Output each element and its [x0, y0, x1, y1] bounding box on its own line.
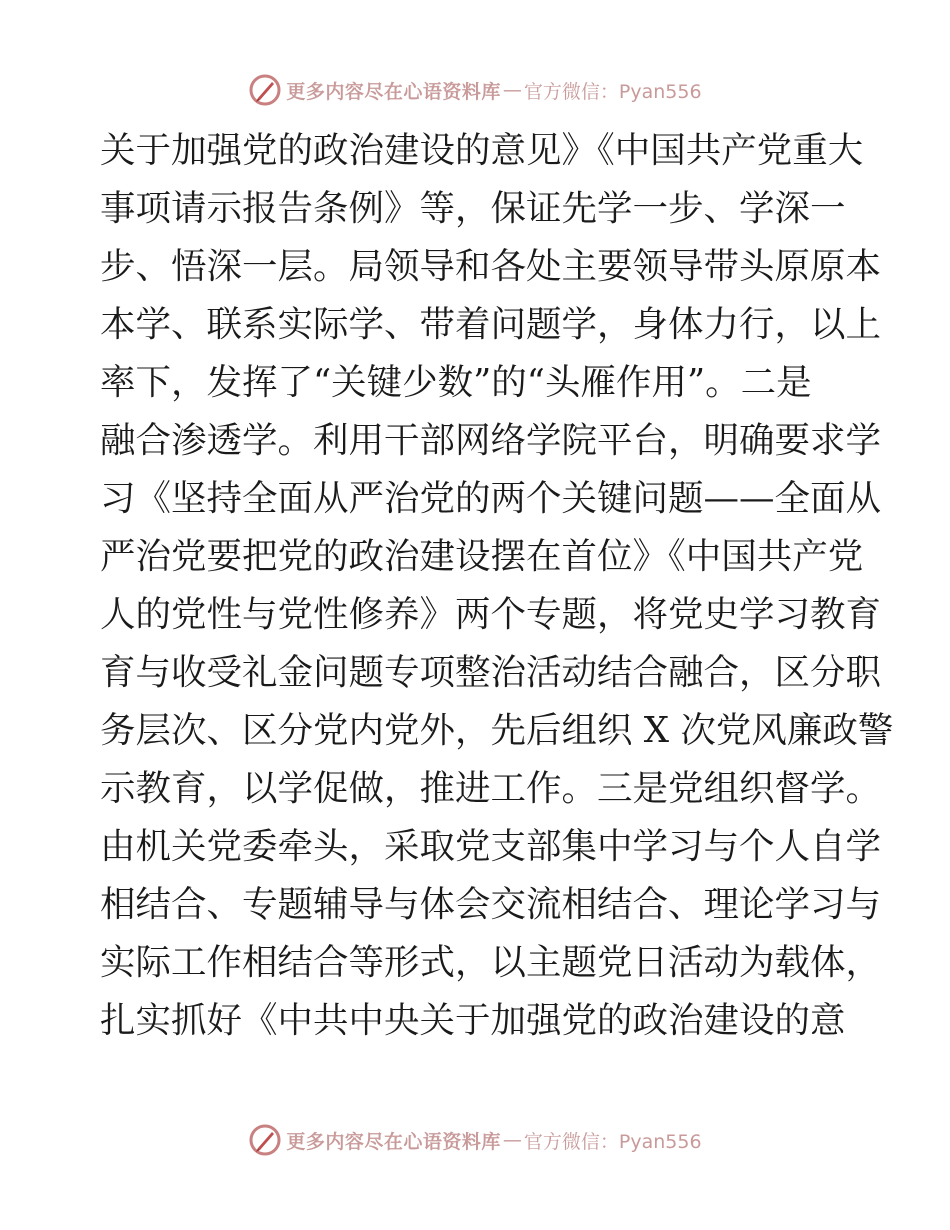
- body-line: 相结合、专题辅导与体会交流相结合、理论学习与: [100, 884, 882, 925]
- footer-contact-text: 官方微信：Pyan556: [523, 1130, 702, 1153]
- body-line: 务层次、区分党内党外，先后组织 X 次党风廉政警: [100, 710, 894, 751]
- header-brand-text: 更多内容尽在心语资料库: [286, 80, 501, 103]
- body-line: 示教育，以学促做，推进工作。三是党组织督学。: [100, 768, 882, 809]
- body-line: 由机关党委牵头，采取党支部集中学习与个人自学: [100, 826, 882, 867]
- header-contact-text: 官方微信：Pyan556: [523, 80, 702, 103]
- header-banner: [0, 72, 950, 108]
- footer-banner: [0, 1122, 950, 1158]
- body-line: 实际工作相结合等形式，以主题党日活动为载体，: [100, 942, 882, 983]
- body-line: 融合渗透学。利用干部网络学院平台，明确要求学: [100, 420, 882, 461]
- body-line: 关于加强党的政治建设的意见》《中国共产党重大: [100, 130, 864, 171]
- body-line: 人的党性与党性修养》两个专题，将党史学习教育: [100, 594, 882, 635]
- body-line: 率下，发挥了“关键少数”的“头雁作用”。二是: [100, 362, 812, 403]
- footer-brand-text: 更多内容尽在心语资料库: [286, 1130, 501, 1153]
- document-body: [100, 122, 894, 1050]
- body-line: 严治党要把党的政治建设摆在首位》《中国共产党: [100, 536, 864, 577]
- body-line: 扎实抓好《中共中央关于加强党的政治建设的意: [100, 1000, 846, 1041]
- body-line: 育与收受礼金问题专项整治活动结合融合，区分职: [100, 652, 882, 693]
- body-line: 事项请示报告条例》等，保证先学一步、学深一: [100, 188, 846, 229]
- header-separator: —: [502, 79, 522, 101]
- footer-separator: —: [502, 1129, 522, 1151]
- body-line: 本学、联系实际学、带着问题学，身体力行，以上: [100, 304, 882, 345]
- quill-pen-logo-icon: [248, 1123, 282, 1157]
- body-line: 习《坚持全面从严治党的两个关键问题——全面从: [100, 478, 882, 519]
- body-line: 步、悟深一层。局领导和各处主要领导带头原原本: [100, 246, 882, 287]
- quill-pen-logo-icon: [248, 73, 282, 107]
